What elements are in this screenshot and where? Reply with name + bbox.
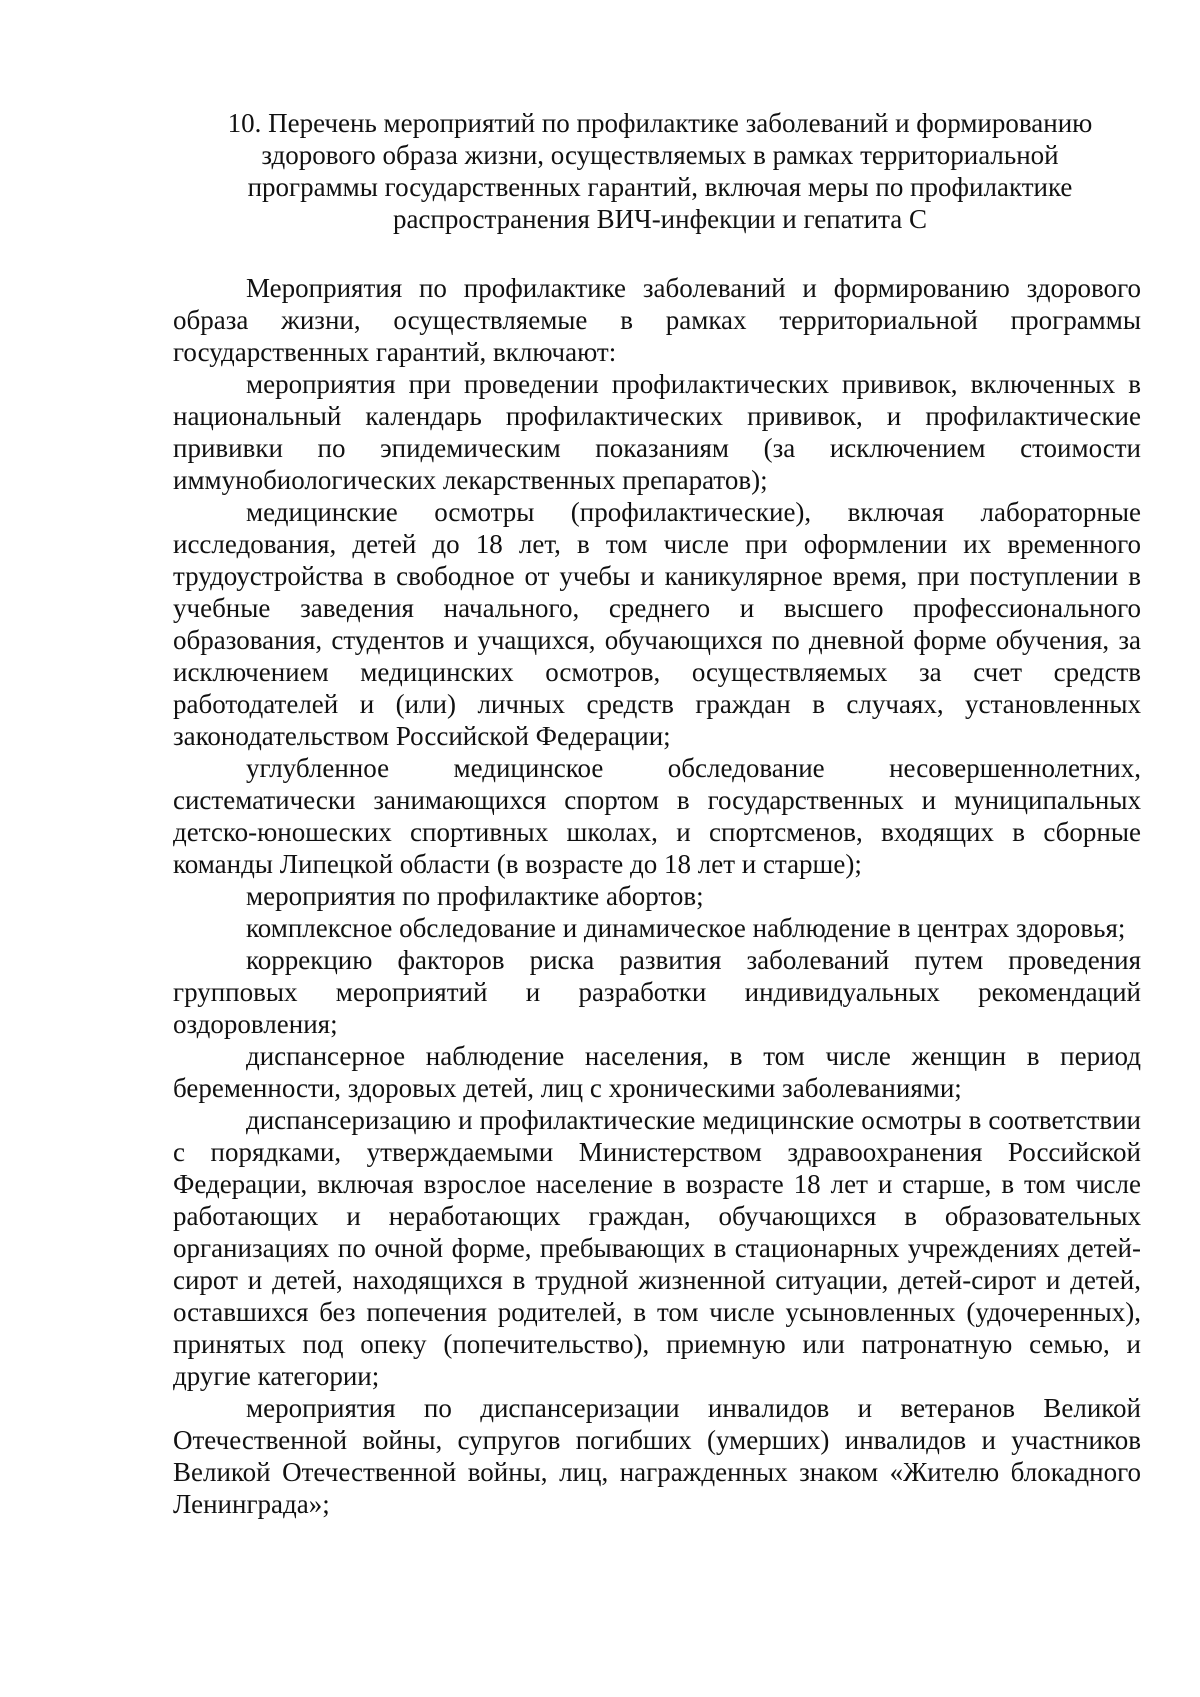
list-item-veterans-dispensarization: мероприятия по диспансеризации инвалидов и ветеранов Великой Отечественной войны, супругов погибших (умерших) инвалидов и участников Великой Отечественной войны, лиц, награжденных знаком «Жителю блокадного Ленинграда»;	[173, 1393, 1141, 1519]
list-item-medical-checkups-children: медицинские осмотры (профилактические), включая лабораторные исследования, детей до 18 лет, в том числе при оформлении их временного трудоустройства в свободное от учебы и каникулярное время, при поступлении в учебные заведения начального, среднего и высшего профессионального образования, студентов и учащихся, обучающихся по дневной форме обучения, за исключением медицинских осмотров, осуществляемых за счет средств работодателей и (или) личных средств граждан в случаях, установленных законодательством Российской Федерации;	[173, 497, 1141, 751]
list-item-vaccinations: мероприятия при проведении профилактических прививок, включенных в национальный календарь профилактических прививок, и профилактические прививки по эпидемическим показаниям (за исключением стоимости иммунобиологических лекарственных препаратов);	[173, 369, 1141, 495]
list-item-risk-factor-correction: коррекцию факторов риска развития заболеваний путем проведения групповых мероприятий и разработки индивидуальных рекомендаций оздоровления;	[173, 945, 1141, 1039]
list-item-dispensarization: диспансеризацию и профилактические медицинские осмотры в соответствии с порядками, утверждаемыми Министерством здравоохранения Российской Федерации, включая взрослое население в возрасте 18 лет и старше, в том числе работающих и неработающих граждан, обучающихся в образовательных организациях по очной форме, пребывающих в стационарных учреждениях детей-сирот и детей, находящихся в трудной жизненной ситуации, детей-сирот и детей, оставшихся без попечения родителей, в том числе усыновленных (удочеренных), принятых под опеку (попечительство), приемную или патронатную семью, и другие категории;	[173, 1105, 1141, 1391]
heading-line: 10. Перечень мероприятий по профилактике заболеваний и формированию	[227, 108, 1093, 138]
list-item-health-centers: комплексное обследование и динамическое наблюдение в центрах здоровья;	[246, 913, 1126, 943]
heading-line: программы государственных гарантий, включая меры по профилактике	[247, 172, 1073, 202]
list-item-abortion-prevention: мероприятия по профилактике абортов;	[246, 881, 704, 911]
heading-line: распространения ВИЧ-инфекции и гепатита С	[392, 204, 928, 234]
intro-paragraph: Мероприятия по профилактике заболеваний и формированию здорового образа жизни, осуществляемые в рамках территориальной программы государственных гарантий, включают:	[173, 273, 1141, 367]
list-item-athletes-examination: углубленное медицинское обследование несовершеннолетних, систематически занимающихся спортом в государственных и муниципальных детско-юношеских спортивных школах, и спортсменов, входящих в сборные команды Липецкой области (в возрасте до 18 лет и старше);	[173, 753, 1141, 879]
heading-line: здорового образа жизни, осуществляемых в рамках территориальной	[261, 140, 1059, 170]
list-item-dispensary-observation: диспансерное наблюдение населения, в том числе женщин в период беременности, здоровых детей, лиц с хроническими заболеваниями;	[173, 1041, 1141, 1103]
section-heading	[170, 107, 1150, 235]
document-body	[173, 272, 1141, 1520]
